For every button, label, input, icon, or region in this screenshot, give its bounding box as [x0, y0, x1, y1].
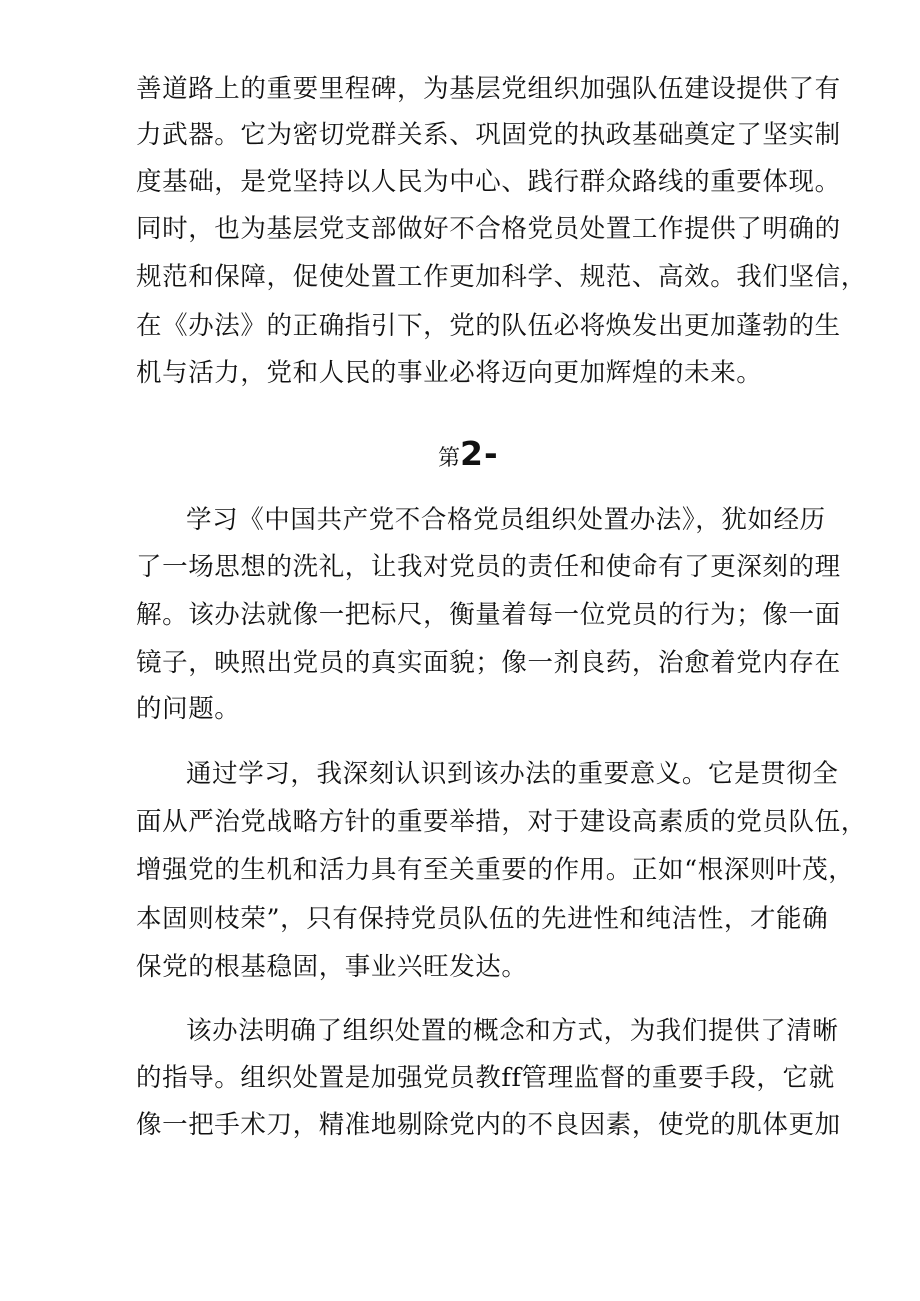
text-line: 像一把手术刀，精准地剔除党内的不良因素，使党的肌体更加	[136, 1110, 841, 1140]
section-heading-prefix: 第	[438, 446, 461, 471]
text-line: 力武器。它为密切党群关系、巩固党的执政基础奠定了坚实制	[136, 120, 841, 150]
section-heading-number: 2-	[460, 434, 499, 473]
text-line: 了一场思想的洗礼，让我对党员的责任和使命有了更深刻的理	[136, 552, 841, 582]
text-line: 保党的根基稳固，事业兴旺发达。	[136, 952, 528, 982]
text-line: 的问题。	[136, 694, 241, 724]
text-line: 镜子，映照出党员的真实面貌；像一剂良药，治愈着党内存在	[136, 648, 841, 678]
text-line: 学习《中国共产党不合格党员组织处置办法》，犹如经历	[186, 505, 826, 535]
text-line: 增强党的生机和活力具有至关重要的作用。正如“根深则叶茂，	[136, 855, 855, 885]
text-line: 同时，也为基层党支部做好不合格党员处置工作提供了明确的	[136, 214, 841, 244]
text-line: 善道路上的重要里程碑，为基层党组织加强队伍建设提供了有	[136, 74, 841, 104]
text-line: 该办法明确了组织处置的概念和方式，为我们提供了清晰	[186, 1016, 839, 1046]
text-line: 的指导。组织处置是加强党员教ff管理监督的重要手段，它就	[136, 1063, 835, 1093]
text-line: 规范和保障，促使处置工作更加科学、规范、高效。我们坚信，	[136, 262, 867, 292]
text-line: 度基础，是党坚持以人民为中心、践行群众路线的重要体现。	[136, 167, 841, 197]
text-line: 解。该办法就像一把标尺，衡量着每一位党员的行为；像一面	[136, 600, 841, 630]
text-line: 机与活力，党和人民的事业必将迈向更加辉煌的未来。	[136, 358, 763, 388]
text-line: 本固则枝荣”，只有保持党员队伍的先进性和纯洁性，才能确	[136, 904, 829, 934]
text-line: 在《办法》的正确指引下，党的队伍必将焕发出更加蓬勃的生	[136, 311, 841, 341]
section-heading	[438, 434, 499, 473]
text-line: 面从严治党战略方针的重要举措，对于建设高素质的党员队伍，	[136, 807, 867, 837]
text-line: 通过学习，我深刻认识到该办法的重要意义。它是贯彻全	[186, 759, 839, 789]
